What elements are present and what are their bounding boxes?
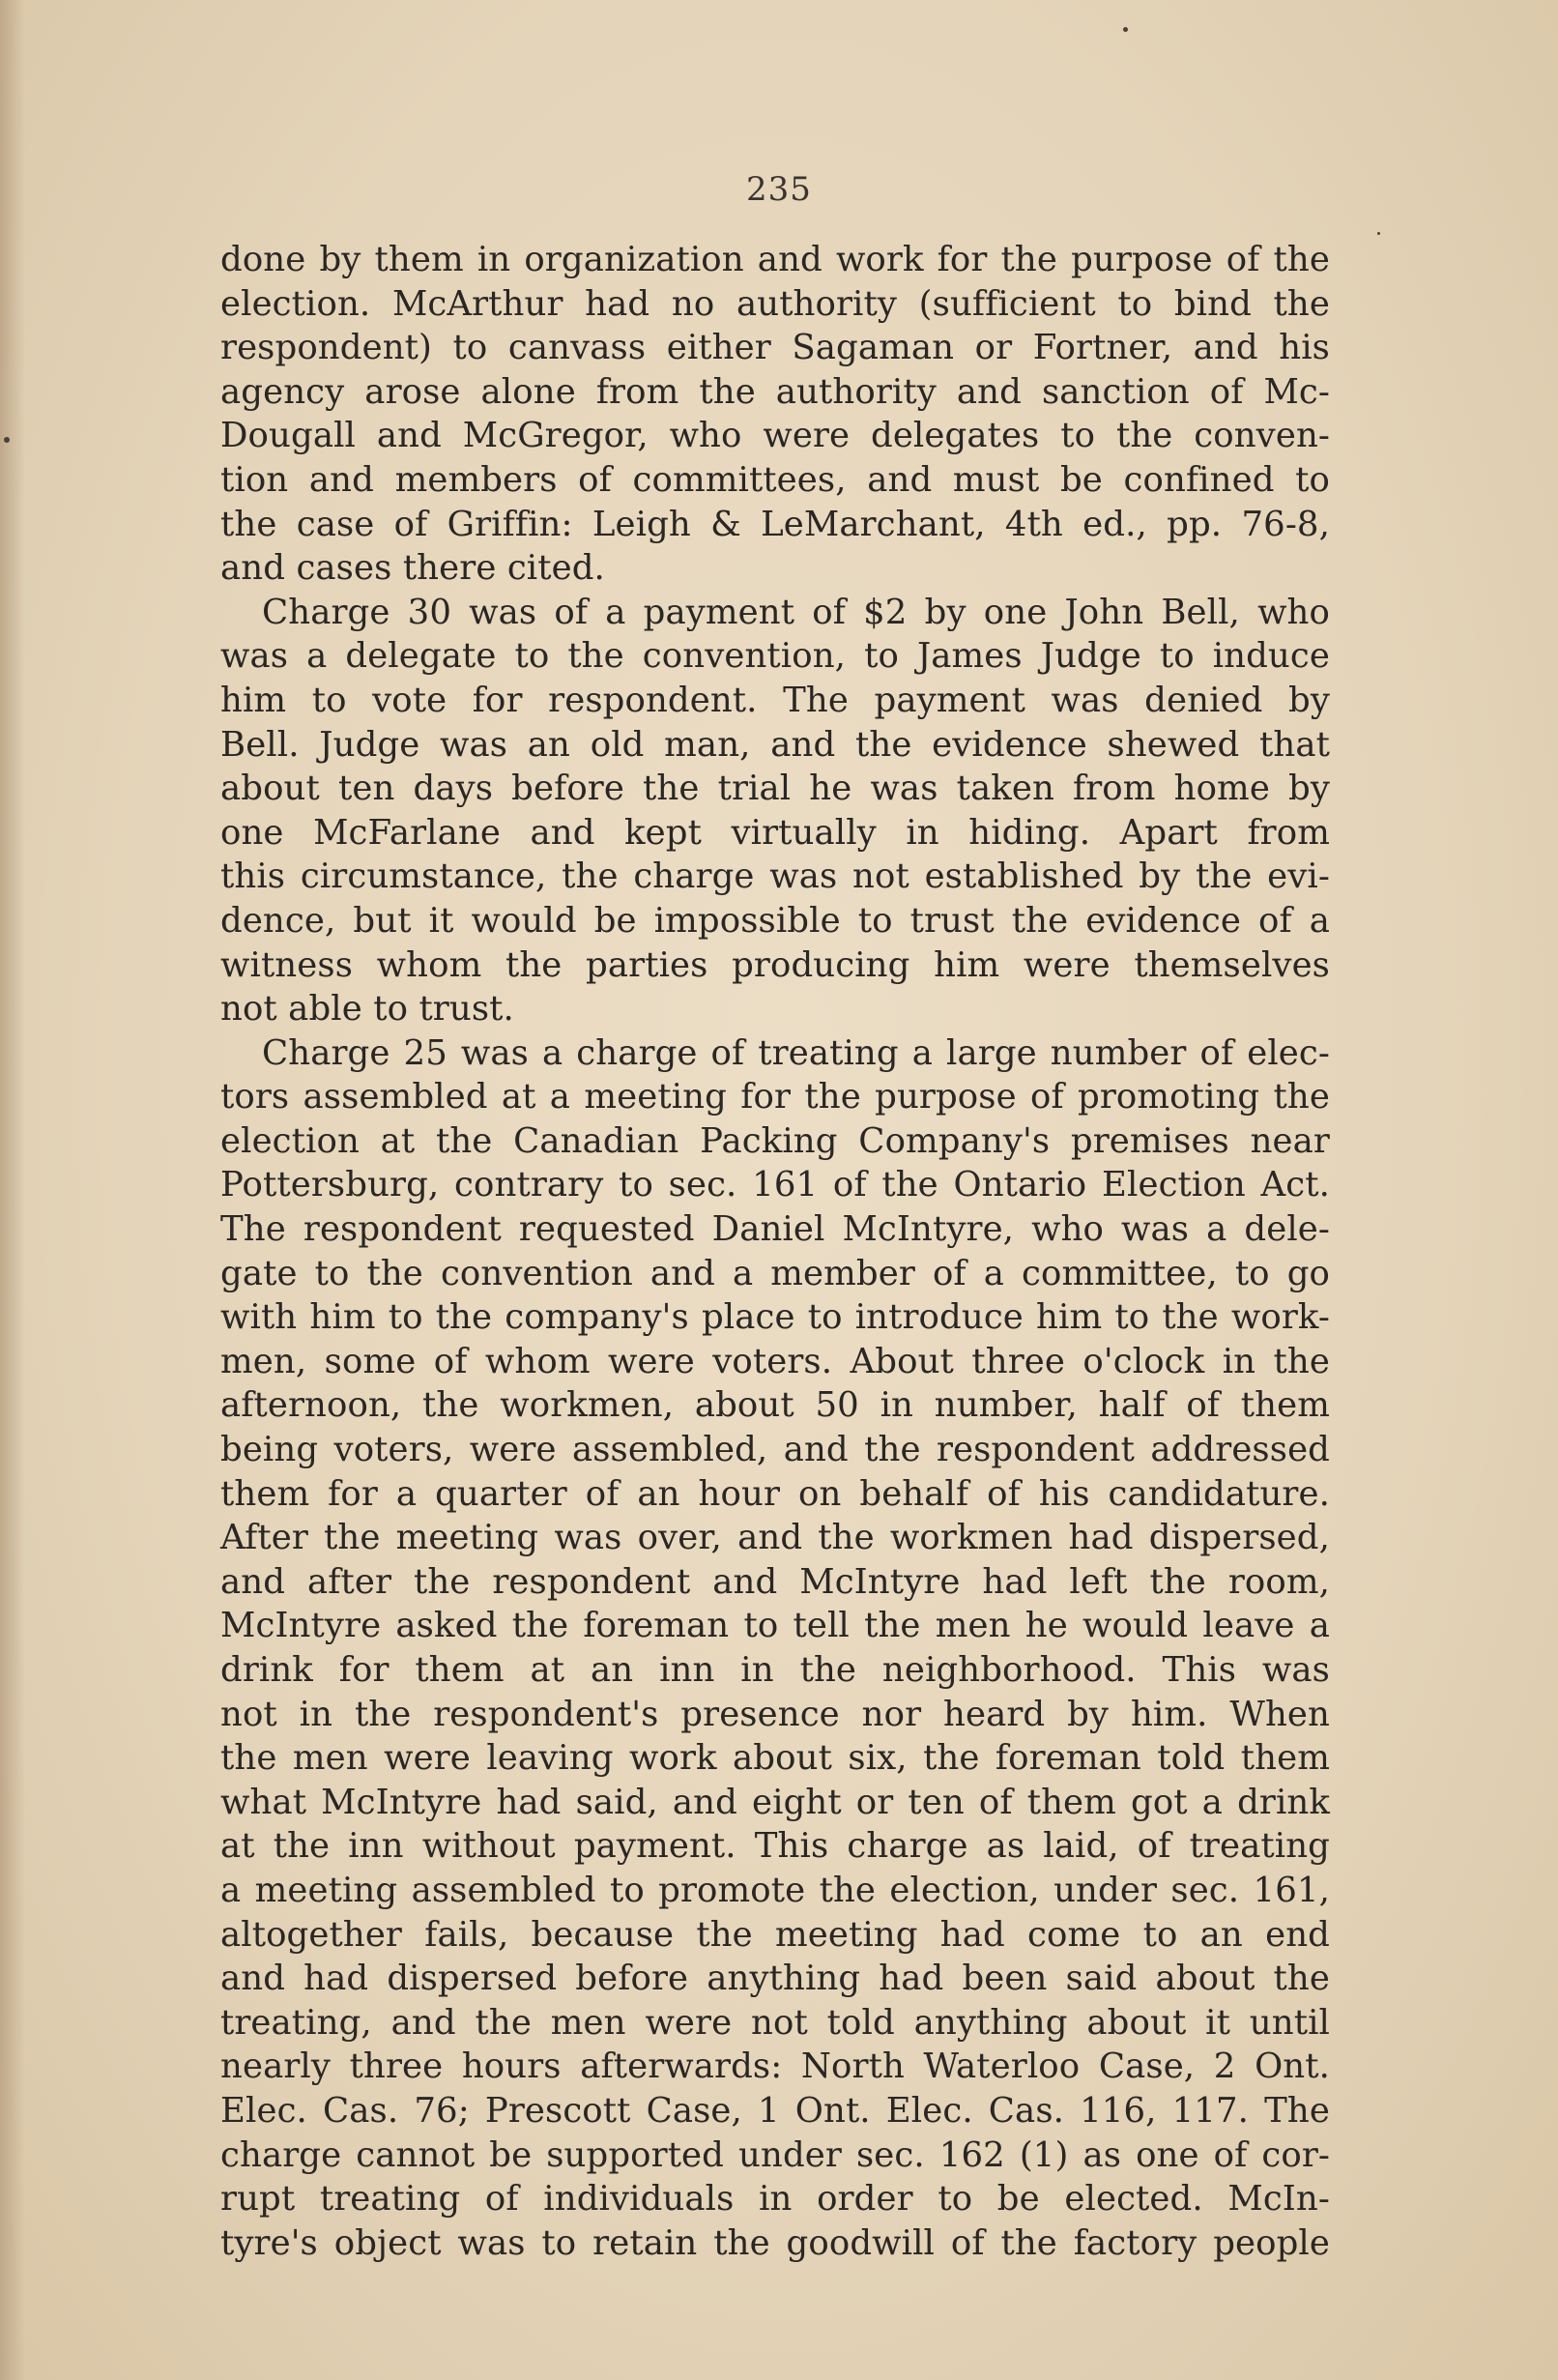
paper-speck [1377, 232, 1380, 235]
body-text [220, 238, 1330, 2265]
text-line: this circumstance, the charge was not established by the evi- [220, 856, 1330, 897]
text-line: done by them in organization and work for the purpose of the [220, 240, 1330, 279]
text-line: about ten days before the trial he was taken from home by [220, 769, 1330, 809]
text-line: election at the Canadian Packing Company's premises near [220, 1120, 1330, 1161]
text-line: Bell. Judge was an old man, and the evidence shewed that [220, 724, 1330, 765]
text-line: and after the respondent and McIntyre had left the room, [220, 1561, 1330, 1602]
text-line: election. McArthur had no authority (sufficient to bind the [220, 283, 1330, 324]
text-line: Charge 30 was of a payment of $2 by one John Bell, who [262, 592, 1330, 632]
text-line: afternoon, the workmen, about 50 in number, half of them [220, 1385, 1330, 1426]
text-line: being voters, were assembled, and the respondent addressed [220, 1430, 1330, 1470]
text-line: drink for them at an inn in the neighborhood. This was [220, 1650, 1330, 1690]
text-line: tyre's object was to retain the goodwill of the factory people [220, 2222, 1330, 2263]
text-line: what McIntyre had said, and eight or ten of them got a drink [220, 1782, 1330, 1822]
text-line: one McFarlane and kept virtually in hiding. Apart from [220, 812, 1330, 853]
binding-shadow [0, 0, 25, 2380]
text-line: at the inn without payment. This charge as laid, of treating [220, 1826, 1330, 1867]
text-line: gate to the convention and a member of a committee, to go [220, 1253, 1330, 1293]
text-line: Pottersburg, contrary to sec. 161 of the Ontario Election Act. [220, 1165, 1330, 1205]
text-line: the case of Griffin: Leigh & LeMarchant, 4th ed., pp. 76-8, [220, 504, 1330, 544]
text-line: him to vote for respondent. The payment was denied by [220, 680, 1330, 720]
text-line: tors assembled at a meeting for the purpose of promoting the [220, 1077, 1330, 1117]
text-line: After the meeting was over, and the workmen had dispersed, [220, 1518, 1330, 1558]
text-line: men, some of whom were voters. About three o'clock in the [220, 1341, 1330, 1381]
text-line: not able to trust. [220, 989, 514, 1030]
text-line: rupt treating of individuals in order to be elected. McIn- [220, 2179, 1330, 2220]
text-line: Elec. Cas. 76; Prescott Case, 1 Ont. Elec. Cas. 116, 117. The [220, 2090, 1330, 2131]
text-line: tion and members of committees, and must be confined to [220, 459, 1330, 500]
text-line: the men were leaving work about six, the foreman told them [220, 1738, 1330, 1779]
text-line: Charge 25 was a charge of treating a large number of elec- [262, 1032, 1330, 1073]
text-line: and cases there cited. [220, 548, 605, 589]
text-line: them for a quarter of an hour on behalf of his candidature. [220, 1473, 1330, 1514]
text-line: witness whom the parties producing him were themselves [220, 944, 1330, 985]
text-line: Dougall and McGregor, who were delegates to the conven- [220, 416, 1330, 456]
text-line: nearly three hours afterwards: North Waterloo Case, 2 Ont. [220, 2046, 1330, 2087]
text-line: respondent) to canvass either Sagaman or Fortner, and his [220, 328, 1330, 368]
text-line: charge cannot be supported under sec. 162 (1) as one of cor- [220, 2134, 1330, 2175]
text-line: McIntyre asked the foreman to tell the men he would leave a [220, 1606, 1330, 1646]
text-line: dence, but it would be impossible to trust the evidence of a [220, 900, 1330, 941]
text-line: a meeting assembled to promote the election, under sec. 161, [220, 1870, 1330, 1910]
text-line: altogether fails, because the meeting had come to an end [220, 1914, 1330, 1955]
text-line: agency arose alone from the authority and sanction of Mc- [220, 371, 1330, 412]
text-line: The respondent requested Daniel McIntyre, who was a dele- [220, 1209, 1330, 1250]
page-number: 235 [746, 170, 812, 209]
text-line: with him to the company's place to introduce him to the work- [220, 1297, 1330, 1338]
paper-speck [4, 437, 10, 443]
text-line: and had dispersed before anything had been said about the [220, 1959, 1330, 1999]
text-line: not in the respondent's presence nor heard by him. When [220, 1694, 1330, 1734]
text-line: was a delegate to the convention, to James Judge to induce [220, 636, 1330, 677]
paper-speck [1123, 27, 1128, 32]
text-line: treating, and the men were not told anything about it until [220, 2002, 1330, 2043]
